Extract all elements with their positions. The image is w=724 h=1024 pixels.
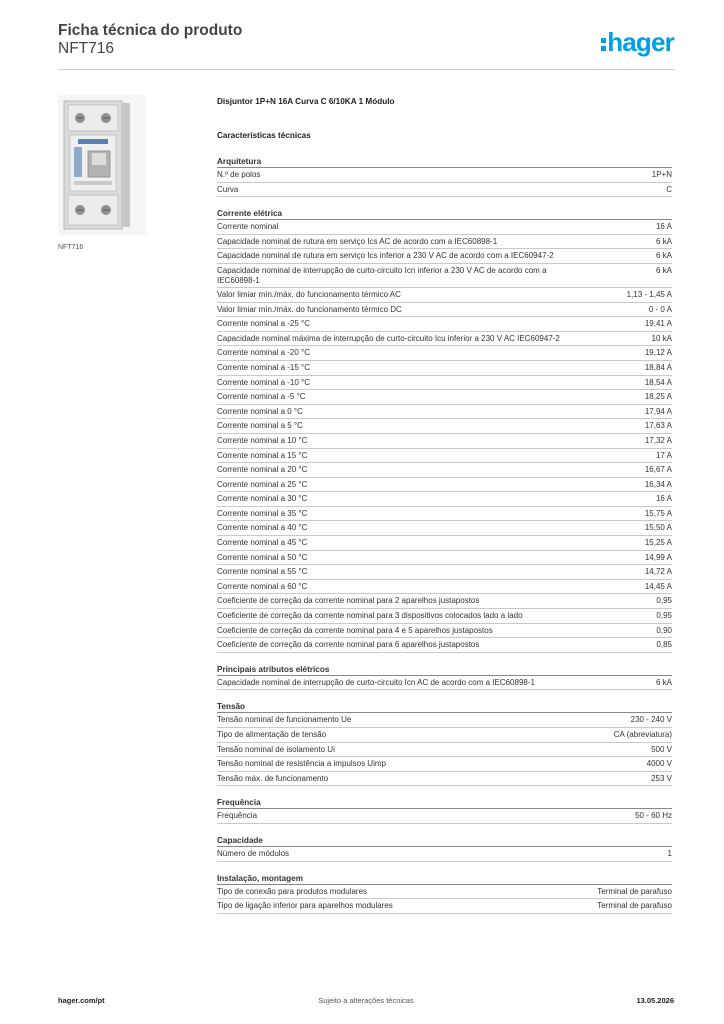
spec-value: 1: [667, 848, 672, 858]
spec-label: Capacidade nominal máxima de interrupção de curto-circuito Icu inferior a 230 V AC IEC60947-2: [217, 333, 560, 343]
spec-row: [217, 638, 672, 653]
image-caption: NFT716: [58, 244, 84, 251]
spec-value: CA (abreviatura): [613, 730, 672, 739]
spec-value: 19,12 A: [644, 348, 672, 358]
spec-row: [217, 565, 672, 580]
spec-label: Coeficiente de correção da corrente nominal para 6 aparelhos justapostos: [217, 640, 480, 650]
spec-row: [217, 521, 672, 536]
spec-row: [217, 288, 672, 303]
spec-group: [217, 208, 672, 653]
page-header: [58, 20, 674, 70]
product-name: Disjuntor 1P+N 16A Curva C 6/10KA 1 Módulo: [217, 97, 395, 106]
circuit-breaker-illustration: [58, 95, 146, 235]
page-title: Ficha técnica do produto: [58, 22, 243, 39]
spec-label: Valor limiar mín./máx. do funcionamento térmico AC: [217, 289, 401, 299]
spec-label: Corrente nominal: [217, 222, 279, 232]
spec-label: Tipo de alimentação de tensão: [217, 730, 327, 739]
spec-group-title: Capacidade: [217, 835, 672, 847]
spec-row: [217, 317, 672, 332]
spec-row: [217, 405, 672, 420]
spec-value: C: [666, 184, 672, 194]
spec-group: [217, 156, 672, 197]
spec-group-title: Corrente elétrica: [217, 208, 672, 220]
spec-label: Tipo de ligação inferior para aparelhos modulares: [217, 901, 393, 911]
spec-row: [217, 376, 672, 391]
spec-value: 6 kA: [655, 677, 672, 687]
spec-label: Frequência: [217, 811, 258, 821]
spec-value: 253 V: [651, 773, 672, 783]
spec-group-title: Principais atributos elétricos: [217, 664, 672, 676]
spec-row: [217, 507, 672, 522]
spec-value: 16 A: [655, 222, 672, 232]
spec-label: Corrente nominal a 50 °C: [217, 552, 308, 562]
spec-row: [217, 743, 672, 758]
spec-value: 16,34 A: [644, 479, 672, 489]
spec-value: 0 - 0 A: [648, 304, 672, 314]
spec-label: Corrente nominal a 30 °C: [217, 494, 308, 504]
spec-label: Corrente nominal a 20 °C: [217, 465, 308, 475]
spec-row: [217, 449, 672, 464]
spec-row: [217, 249, 672, 264]
spec-label: Coeficiente de correção da corrente nominal para 4 e 5 aparelhos justapostos: [217, 625, 493, 635]
spec-row: [217, 264, 672, 288]
spec-row: [217, 463, 672, 478]
spec-group-title: Tensão: [217, 701, 672, 713]
spec-row: [217, 303, 672, 318]
spec-row: [217, 885, 672, 900]
spec-group: [217, 835, 672, 862]
spec-label: Corrente nominal a 5 °C: [217, 421, 303, 431]
spec-value: 17,32 A: [644, 435, 672, 445]
spec-row: [217, 713, 672, 728]
logo-colon-icon: [601, 37, 606, 51]
spec-value: 18,25 A: [644, 392, 672, 402]
spec-label: Capacidade nominal de rutura em serviço Ics inferior a 230 V AC de acordo com a IEC60947-2: [217, 251, 554, 261]
spec-label: Corrente nominal a -20 °C: [217, 348, 311, 358]
logo-text: hager: [607, 27, 674, 57]
spec-row: [217, 772, 672, 787]
spec-row: [217, 332, 672, 347]
spec-label: Capacidade nominal de interrupção de curto-circuito Icn AC de acordo com a IEC60898-1: [217, 677, 535, 687]
spec-group: [217, 701, 672, 786]
spec-value: 6 kA: [655, 236, 672, 246]
spec-value: 18,84 A: [644, 362, 672, 372]
spec-row: [217, 168, 672, 183]
spec-row: [217, 434, 672, 449]
spec-label: Tensão máx. de funcionamento: [217, 773, 329, 783]
spec-row: [217, 419, 672, 434]
specs-container: [217, 156, 672, 925]
spec-value: 1P+N: [651, 170, 672, 179]
spec-value: Terminal de parafuso: [597, 886, 672, 896]
spec-row: [217, 594, 672, 609]
spec-label: Corrente nominal a -15 °C: [217, 362, 311, 372]
spec-value: 17,94 A: [644, 406, 672, 416]
spec-value: 17 A: [655, 450, 672, 460]
spec-row: [217, 478, 672, 493]
spec-label: Curva: [217, 184, 239, 194]
spec-label: Tipo de conexão para produtos modulares: [217, 886, 368, 896]
hager-logo: [601, 28, 674, 56]
spec-label: Número de módulos: [217, 848, 290, 858]
spec-value: 10 kA: [651, 333, 672, 343]
spec-value: 6 kA: [655, 265, 672, 275]
spec-group-title: Instalação, montagem: [217, 873, 672, 885]
spec-value: 50 - 60 Hz: [635, 811, 672, 821]
spec-label: Corrente nominal a 60 °C: [217, 581, 308, 591]
product-image: [58, 95, 146, 235]
spec-value: 19,41 A: [644, 319, 672, 329]
spec-group: [217, 873, 672, 914]
spec-label: Coeficiente de correção da corrente nominal para 3 dispositivos colocados lado a lado: [217, 611, 523, 621]
spec-row: [217, 899, 672, 914]
spec-label: Tensão nominal de resistência a impulsos Uimp: [217, 759, 386, 769]
spec-row: [217, 235, 672, 250]
spec-label: Capacidade nominal de rutura em serviço Ics AC de acordo com a IEC60898-1: [217, 236, 498, 246]
spec-label: Tensão nominal de isolamento Ui: [217, 744, 335, 754]
spec-label: Corrente nominal a -10 °C: [217, 377, 311, 387]
spec-group-title: Arquitetura: [217, 156, 672, 168]
footer-website[interactable]: hager.com/pt: [58, 996, 105, 1005]
spec-label: Coeficiente de correção da corrente nominal para 2 aparelhos justapostos: [217, 596, 480, 606]
footer-disclaimer: Sujeito a alterações técnicas: [318, 996, 414, 1005]
spec-group: [217, 797, 672, 824]
spec-row: [217, 492, 672, 507]
spec-row: [217, 728, 672, 743]
spec-label: Corrente nominal a 40 °C: [217, 523, 308, 533]
spec-value: 0,95: [656, 596, 672, 606]
spec-row: [217, 361, 672, 376]
spec-value: 14,72 A: [644, 567, 672, 577]
spec-label: Tensão nominal de funcionamento Ue: [217, 715, 352, 725]
spec-value: 16,67 A: [644, 465, 672, 475]
spec-label: Corrente nominal a 25 °C: [217, 479, 308, 489]
spec-value: 0,85: [656, 640, 672, 650]
spec-value: 17,63 A: [644, 421, 672, 431]
spec-row: [217, 183, 672, 198]
spec-label: Corrente nominal a -5 °C: [217, 392, 306, 402]
spec-label: Corrente nominal a 0 °C: [217, 406, 303, 416]
spec-label: Valor limiar mín./máx. do funcionamento térmico DC: [217, 304, 402, 314]
spec-value: 0,95: [656, 611, 672, 621]
spec-row: [217, 847, 672, 862]
footer-date: 13.05.2026: [636, 996, 674, 1005]
spec-value: 15,75 A: [644, 508, 672, 518]
spec-label: Corrente nominal a -25 °C: [217, 319, 311, 329]
spec-value: 230 - 240 V: [630, 715, 672, 725]
spec-value: 15,25 A: [644, 538, 672, 548]
spec-label: Corrente nominal a 10 °C: [217, 435, 308, 445]
spec-row: [217, 220, 672, 235]
spec-value: 500 V: [651, 744, 672, 754]
spec-label: Corrente nominal a 55 °C: [217, 567, 308, 577]
spec-row: [217, 346, 672, 361]
spec-row: [217, 390, 672, 405]
spec-value: 16 A: [655, 494, 672, 504]
spec-label: Corrente nominal a 15 °C: [217, 450, 308, 460]
spec-row: [217, 536, 672, 551]
spec-value: 0,90: [656, 625, 672, 635]
spec-value: 4000 V: [646, 759, 672, 769]
spec-group-title: Frequência: [217, 797, 672, 809]
spec-label: Capacidade nominal de interrupção de curto-circuito Icn inferior a 230 V AC de acordo com a IEC60898-1: [217, 265, 547, 285]
spec-row: [217, 580, 672, 595]
spec-value: Terminal de parafuso: [597, 901, 672, 911]
spec-row: [217, 609, 672, 624]
spec-row: [217, 757, 672, 772]
spec-label: N.º de polos: [217, 170, 261, 179]
spec-row: [217, 809, 672, 824]
page-footer: [58, 996, 674, 1010]
spec-value: 1,13 - 1,45 A: [626, 289, 672, 299]
spec-row: [217, 676, 672, 691]
spec-row: [217, 624, 672, 639]
spec-value: 18,54 A: [644, 377, 672, 387]
spec-row: [217, 551, 672, 566]
spec-label: Corrente nominal a 45 °C: [217, 538, 308, 548]
spec-value: 14,45 A: [644, 581, 672, 591]
spec-value: 14,99 A: [644, 552, 672, 562]
product-reference: NFT716: [58, 40, 114, 57]
spec-label: Corrente nominal a 35 °C: [217, 508, 308, 518]
spec-value: 6 kA: [655, 251, 672, 261]
section-heading: Características técnicas: [217, 131, 311, 140]
spec-group: [217, 664, 672, 691]
spec-value: 15,50 A: [644, 523, 672, 533]
